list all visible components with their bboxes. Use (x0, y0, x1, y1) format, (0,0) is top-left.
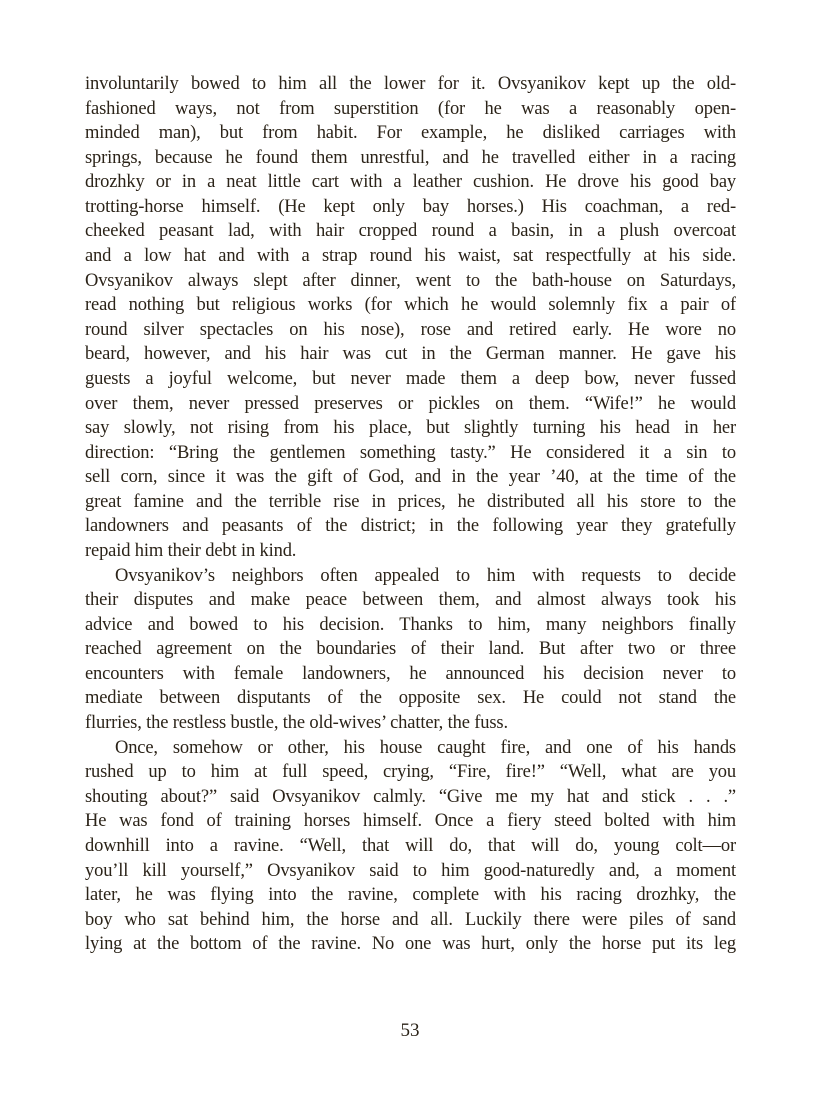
text-line: encounters with female landowners, he announced his decision never to (85, 663, 736, 684)
text-line: lying at the bottom of the ravine. No one was hurt, only the horse put its leg (85, 934, 736, 955)
text-line: say slowly, not rising from his place, but slightly turning his head in her (85, 418, 736, 439)
text-line: Ovsyanikov’s neighbors often appealed to him with requests to decide (115, 565, 736, 586)
text-line: Ovsyanikov always slept after dinner, went to the bath-house on Saturdays, (85, 270, 736, 291)
paragraph (85, 564, 736, 736)
text-line: reached agreement on the boundaries of their land. But after two or three (85, 639, 736, 660)
text-block (85, 72, 736, 957)
text-line: sell corn, since it was the gift of God, and in the year ’40, at the time of the (85, 467, 736, 488)
text-line: shouting about?” said Ovsyanikov calmly. “Give me my hat and stick . . .” (85, 786, 736, 807)
text-line: advice and bowed to his decision. Thanks to him, many neighbors finally (85, 614, 736, 635)
text-line: great famine and the terrible rise in prices, he distributed all his store to the (85, 491, 736, 512)
paragraph (85, 72, 736, 564)
paragraph (85, 736, 736, 957)
text-line: drozhky or in a neat little cart with a leather cushion. He drove his good bay (85, 172, 736, 193)
text-line: flurries, the restless bustle, the old-wives’ chatter, the fuss. (85, 713, 508, 734)
text-line: and a low hat and with a strap round his waist, sat respectfully at his side. (85, 246, 736, 267)
page-number: 53 (400, 1020, 420, 1041)
text-line: read nothing but religious works (for which he would solemnly fix a pair of (85, 295, 736, 316)
text-line: rushed up to him at full speed, crying, “Fire, fire!” “Well, what are you (85, 762, 736, 783)
text-line: landowners and peasants of the district; in the following year they gratefully (85, 516, 736, 537)
text-line: beard, however, and his hair was cut in the German manner. He gave his (85, 344, 736, 365)
text-line: trotting-horse himself. (He kept only bay horses.) His coachman, a red- (85, 196, 736, 217)
text-line: repaid him their debt in kind. (85, 540, 297, 561)
text-line: springs, because he found them unrestful, and he travelled either in a racing (85, 147, 736, 168)
text-line: boy who sat behind him, the horse and all. Luckily there were piles of sand (85, 909, 736, 930)
text-line: later, he was flying into the ravine, complete with his racing drozhky, the (85, 885, 736, 906)
text-line: their disputes and make peace between them, and almost always took his (85, 590, 736, 611)
text-line: fashioned ways, not from superstition (for he was a reasonably open- (85, 98, 736, 119)
text-line: downhill into a ravine. “Well, that will do, that will do, young colt—or (85, 835, 736, 856)
text-line: you’ll kill yourself,” Ovsyanikov said to him good-naturedly and, a moment (85, 860, 736, 881)
text-line: mediate between disputants of the opposite sex. He could not stand the (85, 688, 736, 709)
text-line: Once, somehow or other, his house caught fire, and one of his hands (115, 737, 736, 758)
text-line: minded man), but from habit. For example, he disliked carriages with (85, 123, 736, 144)
text-line: He was fond of training horses himself. Once a fiery steed bolted with him (85, 811, 736, 832)
text-line: direction: “Bring the gentlemen something tasty.” He considered it a sin to (85, 442, 736, 463)
text-line: cheeked peasant lad, with hair cropped round a basin, in a plush overcoat (85, 221, 736, 242)
text-line: involuntarily bowed to him all the lower for it. Ovsyanikov kept up the old- (85, 74, 736, 94)
text-line: over them, never pressed preserves or pickles on them. “Wife!” he would (85, 393, 736, 414)
text-line: round silver spectacles on his nose), rose and retired early. He wore no (85, 319, 736, 340)
text-line: guests a joyful welcome, but never made them a deep bow, never fussed (85, 368, 736, 389)
